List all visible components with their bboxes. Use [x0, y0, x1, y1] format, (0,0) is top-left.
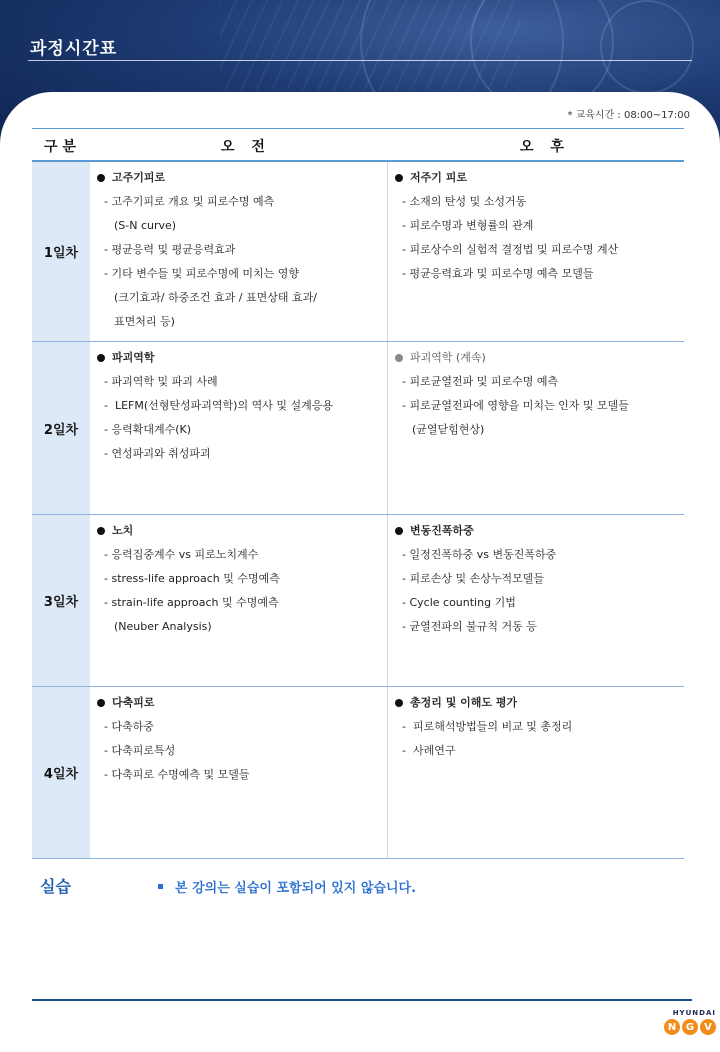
- logo-letter: G: [682, 1019, 698, 1035]
- row-divider: [32, 514, 684, 515]
- day3-pm-heading: 변동진폭하중: [392, 519, 556, 543]
- column-header-pm: 오 후: [520, 139, 570, 155]
- row-divider: [32, 341, 684, 342]
- list-item: - 피로해석방법들의 비교 및 총정리: [402, 720, 573, 733]
- list-item: (균열닫힘현상): [412, 423, 485, 436]
- list-item: - 다축피로특성: [104, 744, 176, 757]
- list-item: - 기타 변수들 및 피로수명에 미치는 영향: [104, 267, 299, 280]
- header-decoration-ring: [600, 0, 694, 94]
- logo-letter: V: [700, 1019, 716, 1035]
- bullet-icon: [97, 699, 105, 707]
- bullet-icon: [97, 527, 105, 535]
- list-item: - 피로균열전파 및 피로수명 예측: [402, 375, 559, 388]
- list-item: - 피로수명과 변형률의 관계: [402, 219, 534, 232]
- day4-pm-cell: [392, 691, 572, 763]
- list-item: - 다축피로 수명예측 및 모델들: [104, 768, 250, 781]
- day2-pm-heading: 파괴역학 (계속): [392, 346, 629, 370]
- bullet-icon: [395, 354, 403, 362]
- day-label-3: 3일차: [32, 515, 90, 686]
- list-item: - strain-life approach 및 수명예측: [104, 596, 279, 609]
- list-item: - stress-life approach 및 수명예측: [104, 572, 280, 585]
- day1-am-heading: 고주기피로: [94, 166, 317, 190]
- table-bottom-rule: [32, 858, 684, 859]
- list-item: (Neuber Analysis): [114, 620, 212, 633]
- table-top-rule: [32, 128, 684, 129]
- day4-pm-heading: 총정리 및 이해도 평가: [392, 691, 572, 715]
- list-item: - Cycle counting 기법: [402, 596, 516, 609]
- day-label-1: 1일차: [32, 162, 90, 341]
- day-label-2: 2일차: [32, 342, 90, 514]
- list-item: - 피로상수의 실험적 결정법 및 피로수명 계산: [402, 243, 619, 256]
- hyundai-ngv-logo: [650, 1009, 716, 1037]
- list-item: - 응력집중계수 vs 피로노치계수: [104, 548, 259, 561]
- day-label-4: 4일차: [32, 687, 90, 858]
- list-item: - 사례연구: [402, 744, 456, 757]
- page-title: 과정시간표: [30, 39, 118, 59]
- column-header-gubun: 구 분: [44, 139, 76, 155]
- column-divider: [387, 162, 388, 858]
- table-header-rule: [32, 160, 684, 162]
- bullet-icon: [97, 174, 105, 182]
- list-item: - 다축하중: [104, 720, 154, 733]
- logo-brand-text: HYUNDAI: [672, 1009, 716, 1017]
- list-item: - 균열전파의 불규칙 거동 등: [402, 620, 537, 633]
- list-item: - 고주기피로 개요 및 피로수명 예측: [104, 195, 275, 208]
- day1-pm-heading: 저주기 피로: [392, 166, 618, 190]
- list-item: - 평균응력 및 평균응력효과: [104, 243, 236, 256]
- bullet-icon: [395, 699, 403, 707]
- bullet-icon: [395, 527, 403, 535]
- day3-am-heading: 노치: [94, 519, 280, 543]
- logo-letter: N: [664, 1019, 680, 1035]
- day1-pm-cell: [392, 166, 618, 286]
- list-item: - 소재의 탄성 및 소성거동: [402, 195, 527, 208]
- day4-am-heading: 다축피로: [94, 691, 249, 715]
- list-item: - 일정진폭하중 vs 변동진폭하중: [402, 548, 557, 561]
- day3-am-cell: [94, 519, 280, 639]
- column-header-am: 오 전: [221, 139, 271, 155]
- day1-am-cell: [94, 166, 317, 334]
- day4-am-cell: [94, 691, 249, 787]
- list-item: (S-N curve): [114, 219, 177, 232]
- practice-note: 본 강의는 실습이 포함되어 있지 않습니다.: [158, 877, 416, 896]
- day2-pm-cell: [392, 346, 629, 442]
- list-item: - 피로균열전파에 영향을 미치는 인자 및 모델들: [402, 399, 629, 412]
- practice-label: 실습: [40, 877, 71, 896]
- list-item: 표면처리 등): [114, 315, 175, 328]
- list-item: (크기효과/ 하중조건 효과 / 표면상태 효과/: [114, 291, 317, 304]
- list-item: - 평균응력효과 및 피로수명 예측 모델들: [402, 267, 594, 280]
- list-item: - 파괴역학 및 파괴 사례: [104, 375, 218, 388]
- time-note: * 교육시간 : 08:00~17:00: [567, 110, 690, 121]
- list-item: - 피로손상 및 손상누적모델들: [402, 572, 544, 585]
- list-item: - 응력확대계수(K): [104, 423, 192, 436]
- day2-am-heading: 파괴역학: [94, 346, 333, 370]
- row-divider: [32, 686, 684, 687]
- square-bullet-icon: [158, 884, 163, 889]
- title-divider: [28, 60, 692, 61]
- bullet-icon: [395, 174, 403, 182]
- day3-pm-cell: [392, 519, 556, 639]
- list-item: - 연성파괴와 취성파괴: [104, 447, 211, 460]
- day2-am-cell: [94, 346, 333, 466]
- bullet-icon: [97, 354, 105, 362]
- list-item: - LEFM(선형탄성파괴역학)의 역사 및 설계응용: [104, 399, 333, 412]
- footer-rule: [32, 999, 692, 1001]
